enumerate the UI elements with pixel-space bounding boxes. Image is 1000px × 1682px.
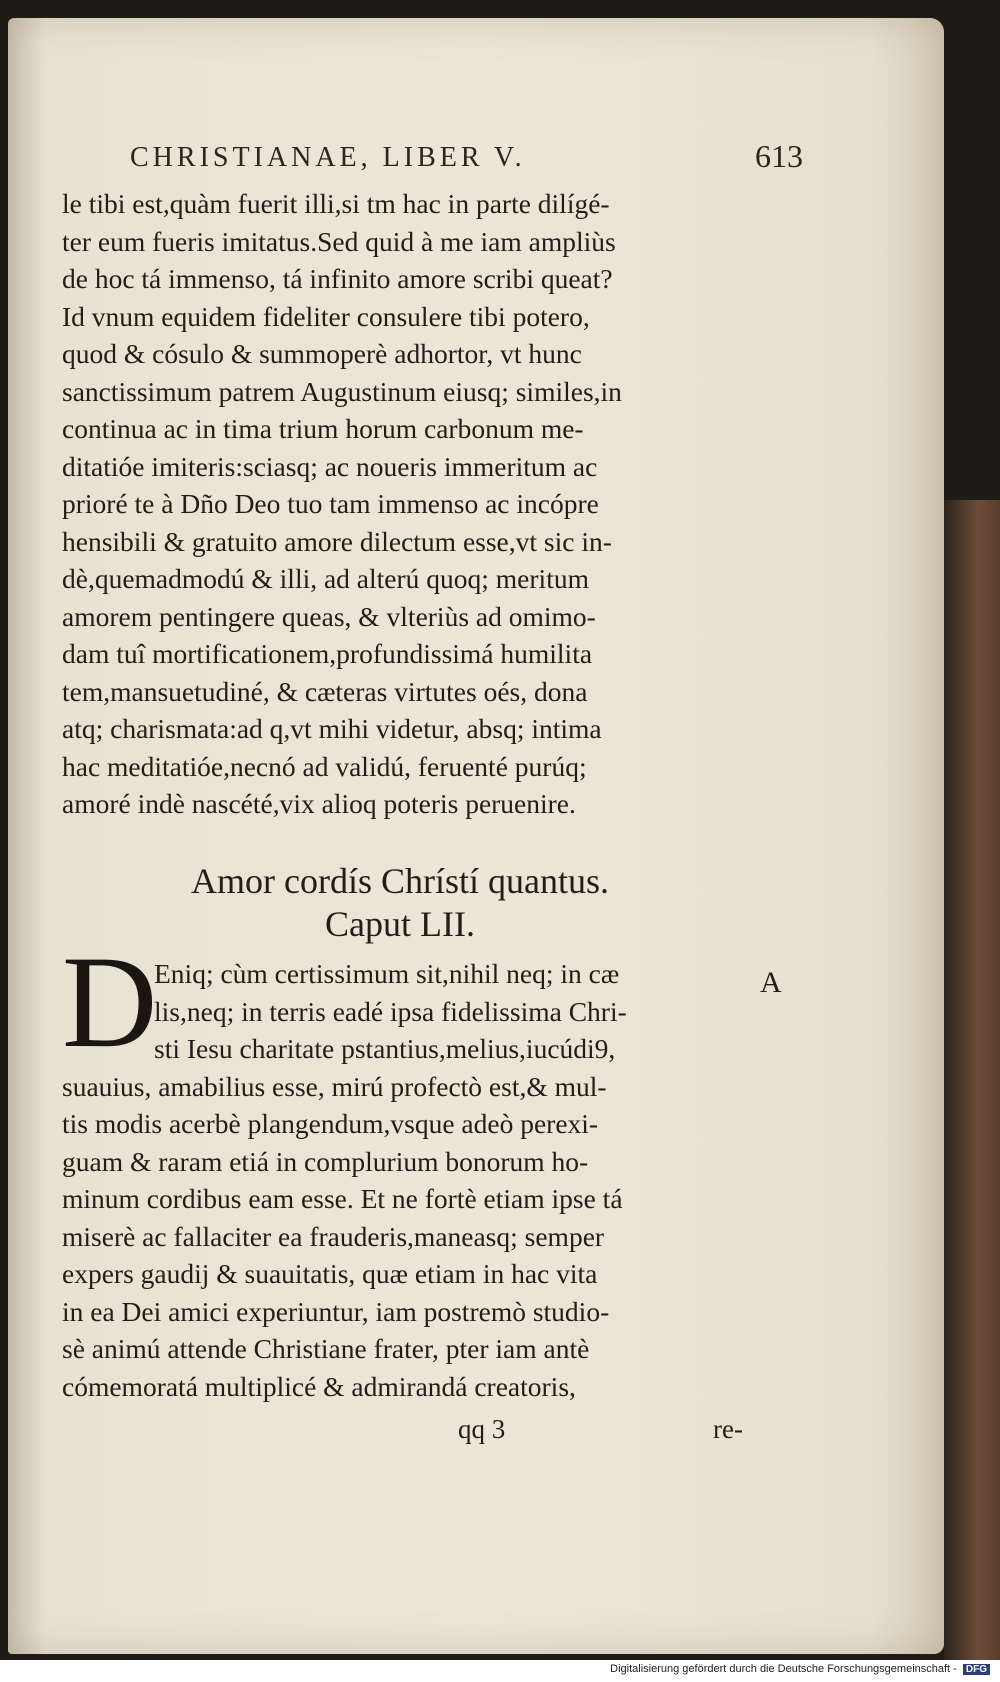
text-line: suauius, amabilius esse, mirú profectò est,& mul-: [62, 1070, 607, 1102]
running-title: CHRISTIANAE, LIBER V.: [130, 142, 526, 173]
text-line: sti Iesu charitate pstantius,melius,iucúdi9,: [154, 1033, 616, 1064]
text-line: amoré indè nascété,vix alioq poteris peruenire.: [62, 788, 576, 819]
text-line: sanctissimum patrem Augustinum eiusq; similes,in: [62, 375, 622, 407]
chapter-number: Caput LII.: [325, 904, 475, 944]
text-line: hac meditatióe,necnó ad validú, feruenté purúq;: [62, 750, 587, 782]
chapter-heading: [62, 860, 738, 946]
page-number: 613: [755, 138, 803, 174]
paragraph-2: [62, 955, 738, 1405]
text-line: ditatióe imiteris:sciasq; ac noueris immeritum ac: [62, 450, 598, 482]
drop-capital: D: [62, 928, 158, 1075]
funding-credit: Digitalisierung gefördert durch die Deutsche Forschungsgemeinschaft -: [610, 1663, 957, 1675]
text-line: guam & raram etiá in complurium bonorum ho-: [62, 1145, 589, 1177]
text-line: dam tuî mortificationem,profundissimá humilita: [62, 638, 593, 669]
text-line: Id vnum equidem fideliter consulere tibi potero,: [62, 300, 590, 332]
text-line: expers gaudij & suauitatis, quæ etiam in hac vita: [62, 1258, 598, 1289]
digitization-footer: [610, 1663, 990, 1675]
chapter-title: Amor cordís Chrístí quantus.: [191, 861, 609, 901]
text-line: ter eum fueris imitatus.Sed quid à me iam ampliùs: [62, 225, 616, 257]
text-line: continua ac in tima trium horum carbonum me-: [62, 413, 584, 444]
text-line: hensibili & gratuito amore dilectum esse,vt sic in-: [62, 525, 612, 557]
dfg-logo: DFG: [963, 1664, 990, 1675]
text-line: amorem pentingere queas, & vlteriùs ad omimo-: [62, 600, 596, 632]
text-line: Eniq; cùm certissimum sit,nihil neq; in cæ: [154, 958, 620, 989]
text-line: de hoc tá immenso, tá infinito amore scribi queat?: [62, 263, 613, 294]
text-line: dè,quemadmodú & illi, ad alterú quoq; meritum: [62, 563, 589, 594]
text-line: sè animú attende Christiane frater, pter iam antè: [62, 1333, 590, 1364]
text-line: atq; charismata:ad q,vt mihi videtur, absq; intima: [62, 713, 602, 744]
margin-note: A: [760, 966, 782, 999]
catchword: re-: [713, 1414, 743, 1444]
text-line: prioré te à Dño Deo tuo tam immenso ac incópre: [62, 488, 599, 519]
text-line: miserè ac fallaciter ea frauderis,maneasq; semper: [62, 1220, 605, 1252]
text-line: lis,neq; in terris eadé ipsa fidelissima Chri-: [154, 995, 627, 1027]
text-line: cómemoratá multiplicé & admirandá creatoris,: [62, 1370, 576, 1402]
page-edge-shadow: [944, 500, 1000, 1660]
text-line: le tibi est,quàm fuerit illi,si tm hac in parte dilígé-: [62, 188, 610, 219]
text-line: quod & cósulo & summoperè adhortor, vt hunc: [62, 338, 582, 369]
text-line: in ea Dei amici experiuntur, iam postremò studio-: [62, 1295, 610, 1327]
text-line: minum cordibus eam esse. Et ne fortè etiam ipse tá: [62, 1183, 623, 1214]
text-line: tis modis acerbè plangendum,vsque adeò perexi-: [62, 1108, 599, 1139]
paragraph-1: [62, 185, 738, 823]
text-line: tem,mansuetudiné, & cæteras virtutes oés, dona: [62, 675, 588, 707]
signature-mark: qq 3: [458, 1414, 506, 1444]
